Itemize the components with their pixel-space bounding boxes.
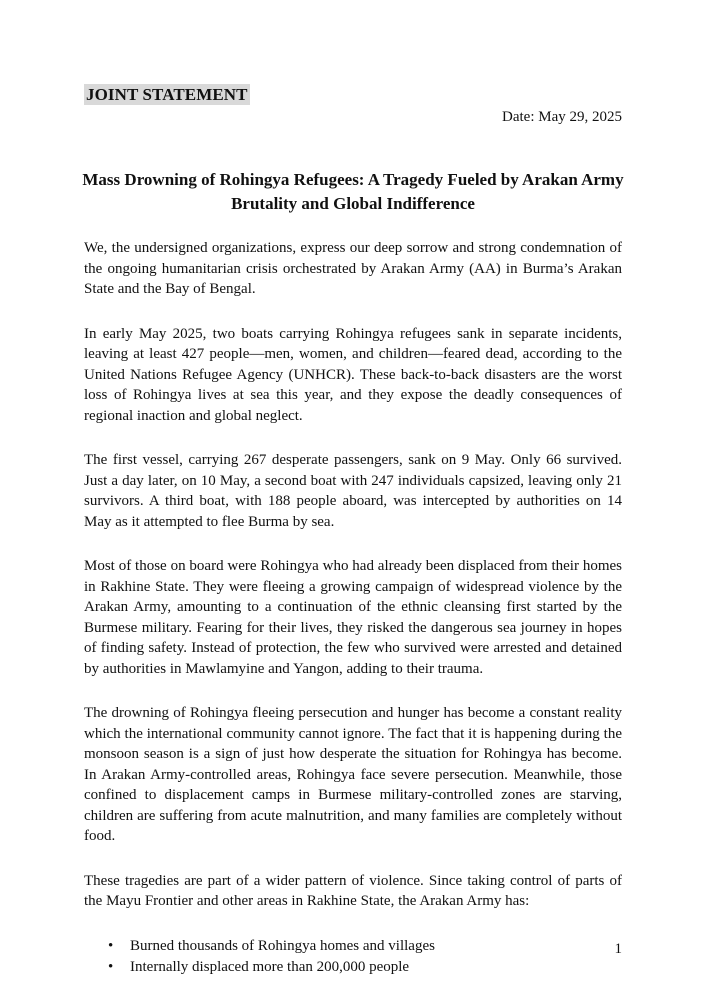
paragraph: These tragedies are part of a wider pattern of violence. Since taking control of parts of the Mayu Frontier and other areas in Rakhine State, the Arakan Army has: bbox=[84, 872, 622, 909]
document-label: JOINT STATEMENT bbox=[86, 85, 248, 104]
bullet-item: • Internally displaced more than 200,000 people bbox=[130, 957, 622, 978]
bullet-list bbox=[84, 936, 622, 978]
paragraph: We, the undersigned organizations, express our deep sorrow and strong condemnation of the ongoing humanitarian crisis orchestrated by Arakan Army (AA) in Burma’s Arakan State and the Bay of Bengal. bbox=[84, 240, 622, 297]
paragraph: Most of those on board were Rohingya who had already been displaced from their homes in Rakhine State. They were fleeing a growing campaign of widespread violence by the Arakan Army, amounting to a continuation of the ethnic cleansing first started by the Burmese military. Fearing for their lives, they risked the dangerous sea journey in hopes of finding safety. Instead of protection, the few who survived were arrested and detained by authorities in Mawlamyine and Yangon, adding to their trauma. bbox=[84, 558, 622, 677]
statement-title: Mass Drowning of Rohingya Refugees: A Tragedy Fueled by Arakan Army Brutality and Global Indifference bbox=[82, 170, 624, 213]
paragraph: The first vessel, carrying 267 desperate passengers, sank on 9 May. Only 66 survived. Just a day later, on 10 May, a second boat with 247 individuals capsized, leaving only 21 survivors. A third boat, with 188 people aboard, was intercepted by authorities on 14 May as it attempted to flee Burma by sea. bbox=[84, 452, 622, 530]
paragraph: In early May 2025, two boats carrying Rohingya refugees sank in separate incidents, leaving at least 427 people—men, women, and children—feared dead, according to the United Nations Refugee Agency (UNHCR). These back-to-back disasters are the worst loss of Rohingya lives at sea this year, and they expose the deadly consequences of regional inaction and global neglect. bbox=[84, 325, 622, 424]
statement-date: Date: May 29, 2025 bbox=[502, 109, 622, 125]
bullet-item: • Burned thousands of Rohingya homes and villages bbox=[130, 936, 622, 957]
page-number: 1 bbox=[614, 941, 622, 957]
paragraph: The drowning of Rohingya fleeing persecution and hunger has become a constant reality which the international community cannot ignore. The fact that it is happening during the monsoon season is a sign of just how desperate the situation for Rohingya has become. In Arakan Army-controlled areas, Rohingya face severe persecution. Meanwhile, those confined to displacement camps in Burmese military-controlled zones are starving, children are suffering from acute malnutrition, and many families are completely without food. bbox=[84, 705, 622, 844]
statement-body bbox=[84, 238, 622, 978]
